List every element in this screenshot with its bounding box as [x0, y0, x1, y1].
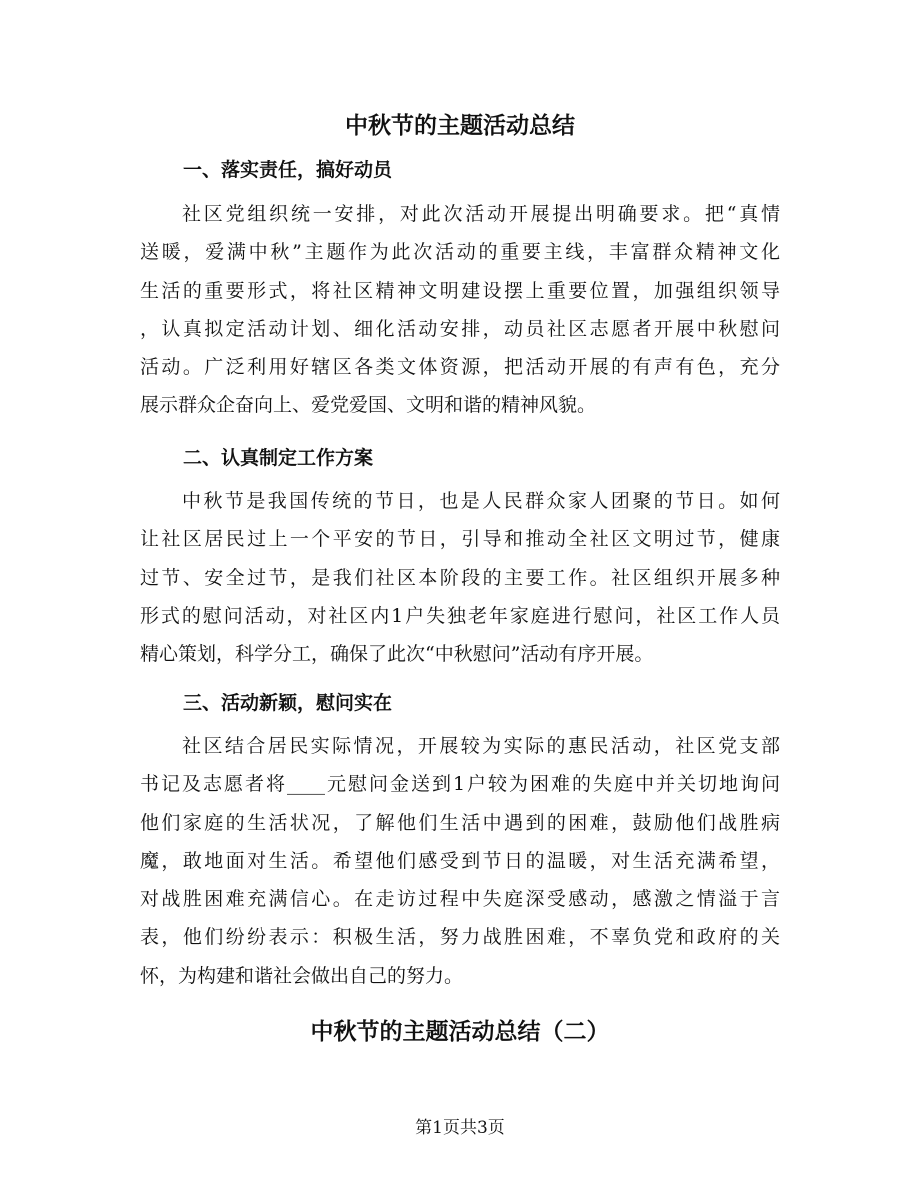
section-paragraph-2: [140, 482, 780, 673]
paragraph-line: 中秋节是我国传统的节日，也是人民群众家人团聚的节日。如何: [182, 490, 780, 512]
paragraph-line: 精心策划，科学分工，确保了此次“中秋慰问”活动有序开展。: [140, 643, 654, 666]
paragraph-line: 展示群众企奋向上、爱党爱国、文明和谐的精神风貌。: [140, 394, 597, 417]
paragraph-line: 让社区居民过上一个平安的节日，引导和推动全社区文明过节，健康: [140, 528, 780, 551]
paragraph-line: 表，他们纷纷表示：积极生活，努力战胜困难，不辜负党和政府的关: [140, 926, 780, 949]
paragraph-line: 生活的重要形式，将社区精神文明建设摆上重要位置，加强组织领导: [140, 279, 780, 302]
paragraph-line: 书记及志愿者将____元慰问金送到1户较为困难的失庭中并关切地询问: [140, 773, 780, 796]
paragraph-line: 送暖，爱满中秋”主题作为此次活动的重要主线，丰富群众精神文化: [140, 241, 780, 264]
paragraph-line: 活动。广泛利用好辖区各类文体资源，把活动开展的有声有色，充分: [140, 356, 780, 379]
section-heading-2: 二、认真制定工作方案: [183, 447, 374, 469]
next-document-title: 中秋节的主题活动总结（二）: [310, 1019, 610, 1045]
section-paragraph-3: [140, 727, 780, 995]
paragraph-line: 社区党组织统一安排，对此次活动开展提出明确要求。把“真情: [182, 203, 780, 225]
page-number: 第1页共3页: [415, 1118, 505, 1138]
paragraph-line: 对战胜困难充满信心。在走访过程中失庭深受感动，感激之情溢于言: [140, 888, 780, 911]
section-paragraph-1: [140, 195, 780, 425]
paragraph-line: 社区结合居民实际情况，开展较为实际的惠民活动，社区党支部: [182, 735, 780, 757]
paragraph-line: 过节、安全过节，是我们社区本阶段的主要工作。社区组织开展多种: [140, 566, 780, 589]
section-heading-1: 一、落实责任，搞好动员: [183, 159, 393, 181]
document-title: 中秋节的主题活动总结: [345, 113, 575, 139]
section-heading-3: 三、活动新颖，慰问实在: [183, 692, 393, 714]
paragraph-line: 形式的慰问活动，对社区内1户失独老年家庭进行慰问，社区工作人员: [140, 604, 780, 627]
paragraph-line: 他们家庭的生活状况，了解他们生活中遇到的困难，鼓励他们战胜病: [140, 811, 780, 834]
paragraph-line: ，认真拟定活动计划、细化活动安排，动员社区志愿者开展中秋慰问: [140, 317, 780, 340]
paragraph-line: 魔，敢地面对生活。希望他们感受到节日的温暖，对生活充满希望，: [140, 849, 780, 872]
paragraph-line: 怀，为构建和谐社会做出自己的努力。: [140, 964, 464, 987]
